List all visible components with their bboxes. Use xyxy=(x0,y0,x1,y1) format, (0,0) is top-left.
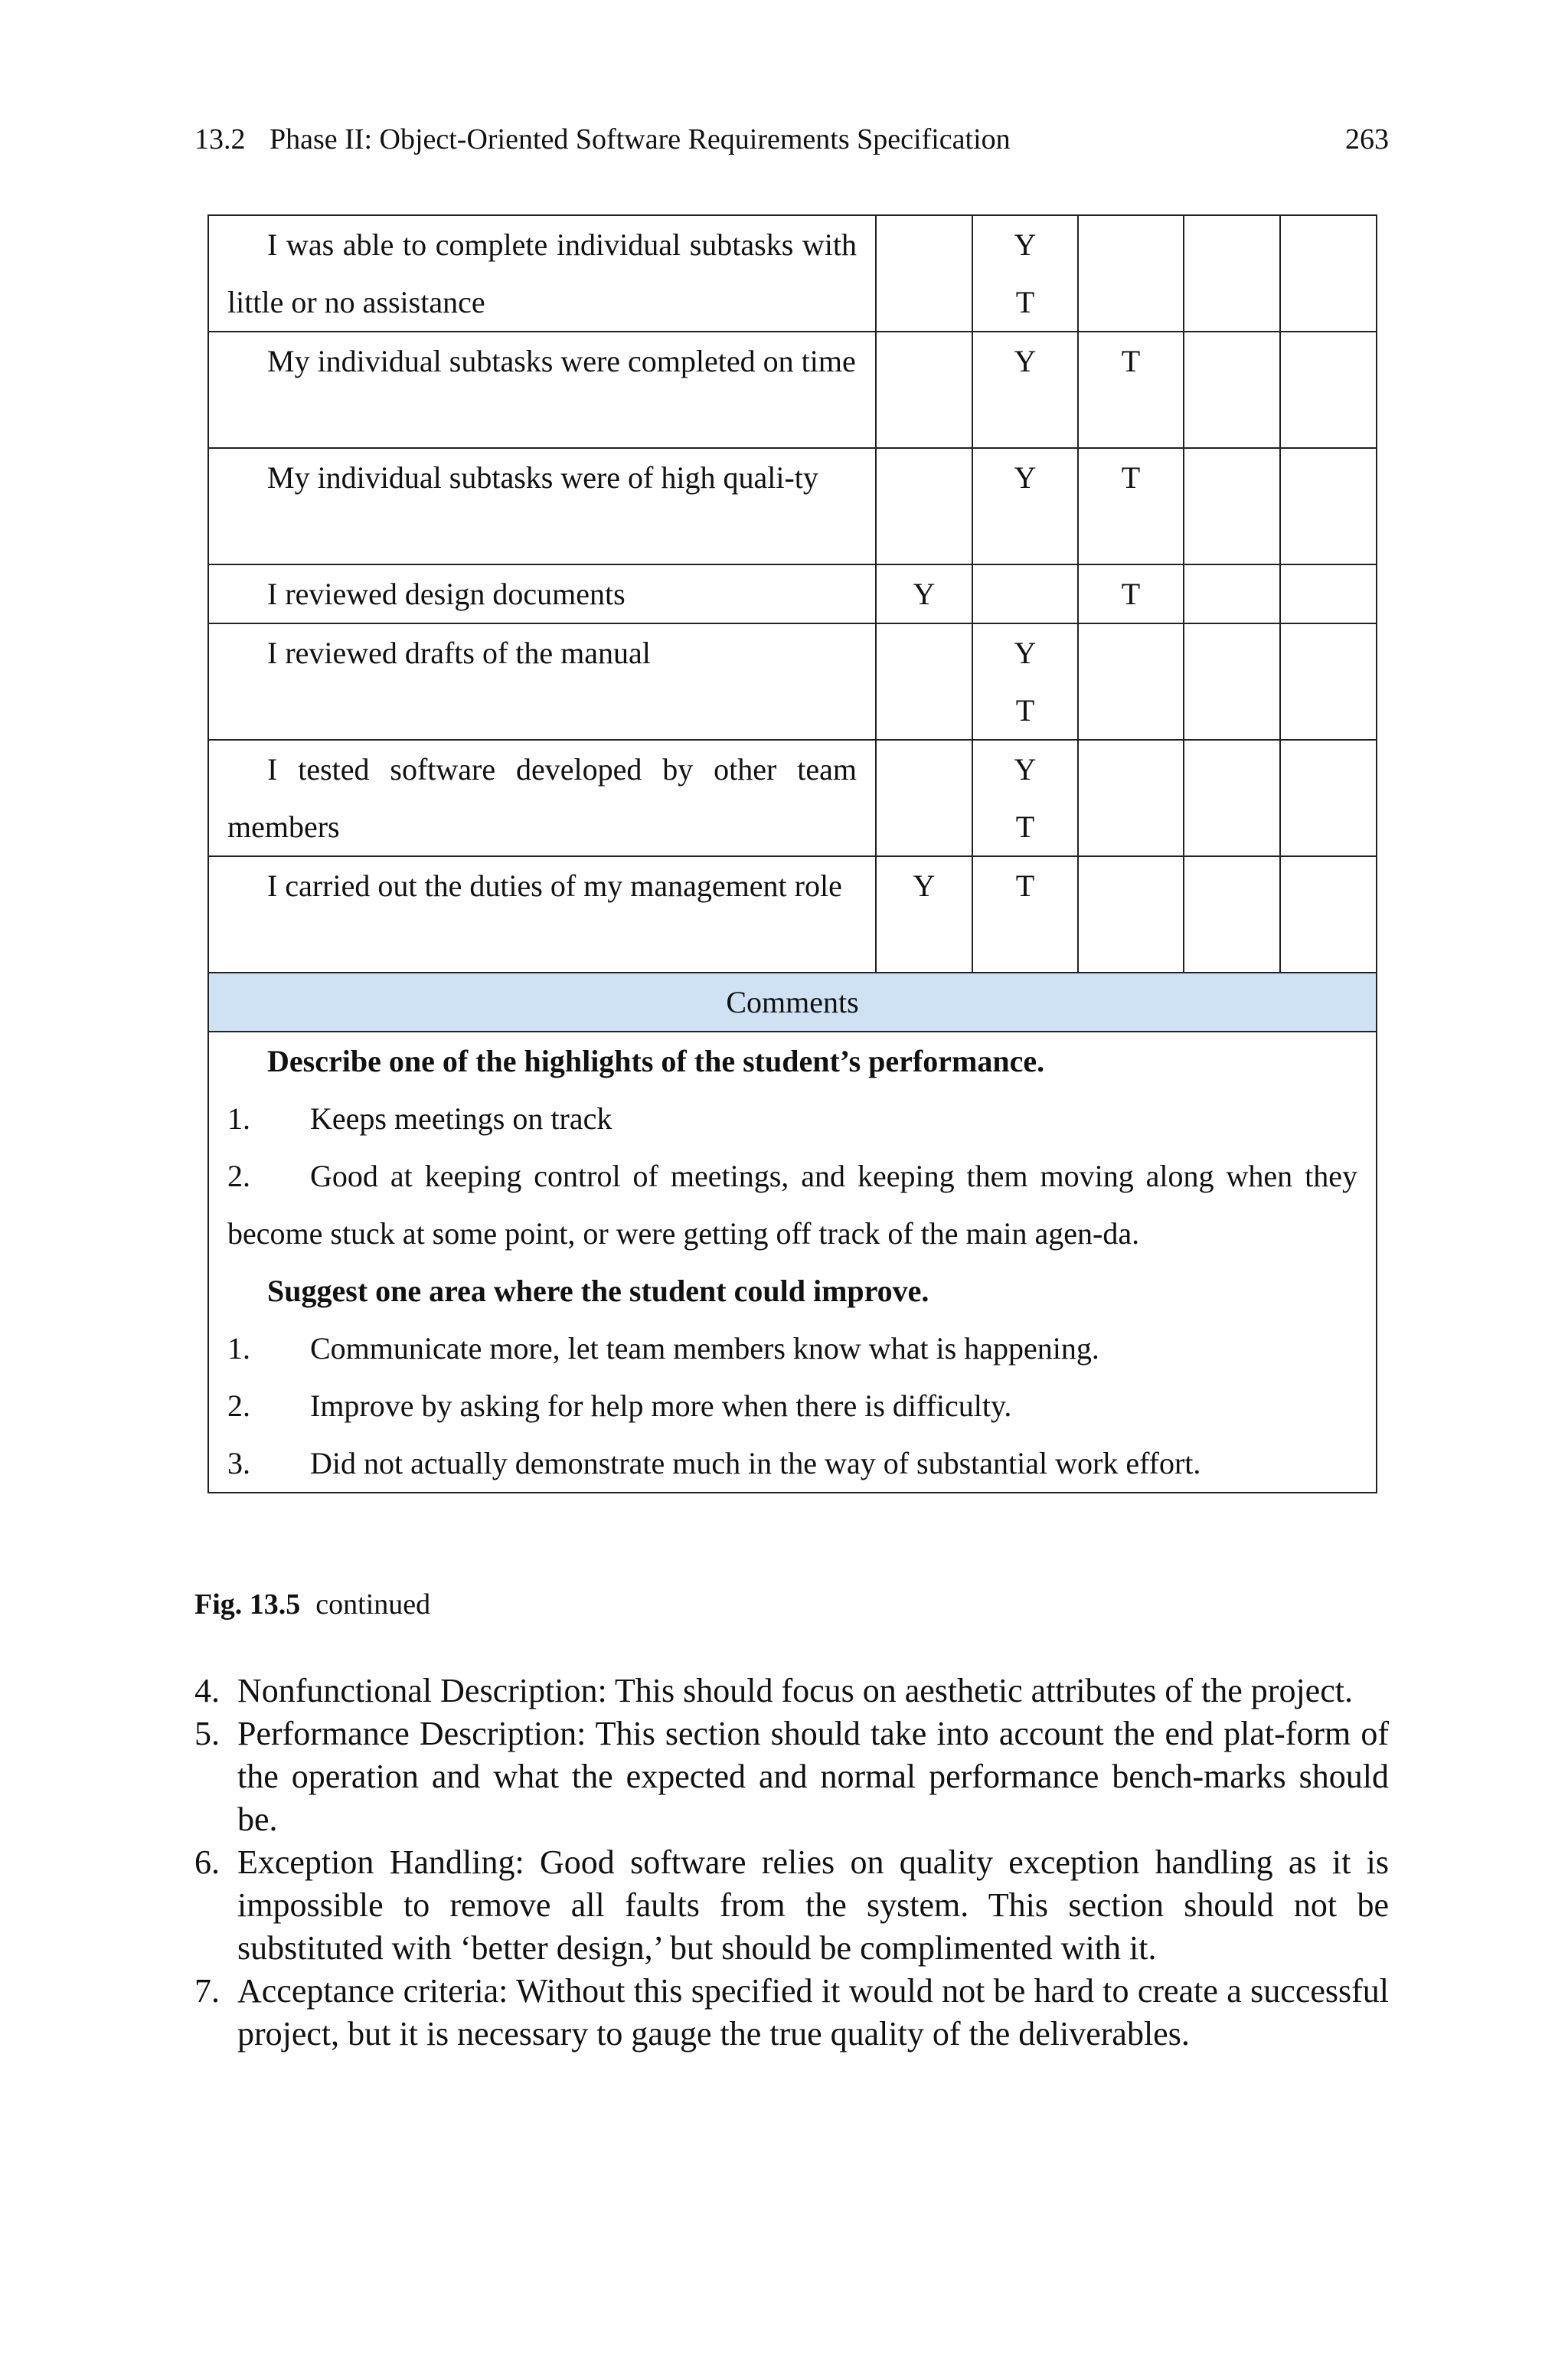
rating-mark: T xyxy=(1121,577,1141,611)
rating-cell xyxy=(1078,564,1184,623)
criterion-cell xyxy=(208,448,876,564)
figure-label: Fig. 13.5 xyxy=(194,1588,301,1621)
comments-header: Comments xyxy=(208,973,1377,1032)
rating-cell xyxy=(1280,332,1377,448)
section-list xyxy=(194,1670,1389,2056)
rating-mark xyxy=(1281,449,1376,506)
rating-mark: Y xyxy=(1014,752,1037,787)
criterion-text: I reviewed design documents xyxy=(267,577,626,611)
table-row xyxy=(208,332,1377,448)
list-item: 2. Improve by asking for help more when there is difficulty. xyxy=(227,1377,1357,1434)
criterion-text: I reviewed drafts of the manual xyxy=(267,636,651,670)
rating-cell xyxy=(876,448,972,564)
highlights-prompt: Describe one of the highlights of the student’s performance. xyxy=(267,1044,1045,1078)
rating-cell xyxy=(972,215,1078,332)
item-number: 6. xyxy=(194,1843,220,1881)
rating-mark xyxy=(877,216,972,273)
table-row xyxy=(208,448,1377,564)
rating-mark: T xyxy=(1015,868,1035,903)
rating-cell xyxy=(876,564,972,623)
evaluation-table xyxy=(207,214,1377,1493)
list-item: 2. Good at keeping control of meetings, and keeping them moving along when they become stuck at some point, or were getting off track of the main agen-da. xyxy=(227,1159,1357,1251)
rating-cell xyxy=(1184,215,1280,332)
rating-mark xyxy=(1281,857,1376,914)
rating-cell xyxy=(1184,564,1280,623)
rating-mark xyxy=(1079,798,1183,855)
rating-cell xyxy=(972,623,1078,740)
rating-mark: T xyxy=(1015,285,1035,319)
criterion-text: I was able to complete individual subtasks with little or no assistance xyxy=(227,227,857,319)
improve-prompt: Suggest one area where the student could improve. xyxy=(267,1274,929,1308)
criterion-text: I carried out the duties of my management role xyxy=(267,868,842,903)
rating-mark: Y xyxy=(913,577,936,611)
rating-mark xyxy=(877,449,972,506)
highlight-text: Keeps meetings on track xyxy=(310,1101,612,1136)
rating-cell xyxy=(876,623,972,740)
rating-cell xyxy=(1078,856,1184,973)
rating-cell xyxy=(876,215,972,332)
criterion-cell xyxy=(208,623,876,740)
rating-mark: T xyxy=(1121,344,1141,378)
rating-mark xyxy=(1184,624,1279,682)
rating-cell xyxy=(1184,740,1280,856)
rating-cell xyxy=(876,856,972,973)
page-number: 263 xyxy=(1345,123,1389,155)
rating-mark xyxy=(877,273,972,331)
rating-cell xyxy=(1078,215,1184,332)
rating-cell xyxy=(972,332,1078,448)
rating-mark: Y xyxy=(1014,344,1037,378)
rating-cell xyxy=(1078,448,1184,564)
rating-mark xyxy=(1184,741,1279,798)
rating-cell xyxy=(972,740,1078,856)
rating-mark xyxy=(1281,682,1376,739)
rating-mark xyxy=(1184,332,1279,390)
rating-mark xyxy=(1281,741,1376,798)
list-item xyxy=(194,1670,1389,1712)
running-header xyxy=(194,123,1389,156)
rating-cell xyxy=(972,856,1078,973)
criterion-cell xyxy=(208,215,876,332)
rating-mark xyxy=(1281,273,1376,331)
rating-mark xyxy=(1184,857,1279,914)
rating-cell xyxy=(1184,856,1280,973)
rating-mark xyxy=(877,741,972,798)
rating-mark xyxy=(1281,798,1376,855)
section-number: 13.2 xyxy=(194,123,246,155)
table-row xyxy=(208,623,1377,740)
rating-mark xyxy=(877,624,972,682)
rating-mark xyxy=(973,565,1077,623)
rating-mark xyxy=(877,798,972,855)
rating-mark xyxy=(1079,273,1183,331)
table-row xyxy=(208,740,1377,856)
table-row xyxy=(208,564,1377,623)
item-number: 5. xyxy=(194,1715,220,1752)
rating-mark xyxy=(1184,273,1279,331)
rating-mark: Y xyxy=(1014,460,1037,495)
item-text: Nonfunctional Description: This should focus on aesthetic attributes of the project. xyxy=(237,1672,1353,1709)
criterion-cell xyxy=(208,856,876,973)
rating-cell xyxy=(1078,623,1184,740)
criterion-text: My individual subtasks were completed on time xyxy=(267,344,856,378)
item-number: 7. xyxy=(194,1972,220,2010)
rating-cell xyxy=(1280,740,1377,856)
table-row xyxy=(208,856,1377,973)
rating-mark xyxy=(1184,798,1279,855)
caption-text: continued xyxy=(315,1588,431,1621)
criterion-text: I tested software developed by other team members xyxy=(227,752,857,844)
improvement-text: Did not actually demonstrate much in the way of substantial work effort. xyxy=(310,1446,1201,1480)
section-title: Phase II: Object-Oriented Software Requirements Specification xyxy=(270,123,1011,155)
rating-mark xyxy=(1079,624,1183,682)
list-item: 3. Did not actually demonstrate much in the way of substantial work effort. xyxy=(227,1434,1357,1492)
criterion-cell xyxy=(208,564,876,623)
rating-cell xyxy=(1078,332,1184,448)
rating-cell xyxy=(1280,856,1377,973)
rating-mark xyxy=(877,332,972,390)
rating-mark xyxy=(1184,449,1279,506)
rating-mark: T xyxy=(1121,460,1141,495)
rating-cell xyxy=(876,332,972,448)
rating-mark: T xyxy=(1015,810,1035,844)
list-item xyxy=(194,1841,1389,1970)
list-item: 1. Keeps meetings on track xyxy=(227,1090,1357,1147)
comments-body xyxy=(208,1032,1377,1493)
list-item: 1. Communicate more, let team members know what is happening. xyxy=(227,1320,1357,1377)
improvement-text: Communicate more, let team members know what is happening. xyxy=(310,1331,1099,1366)
criterion-cell xyxy=(208,332,876,448)
rating-cell xyxy=(1280,564,1377,623)
rating-mark xyxy=(1281,624,1376,682)
figure-caption xyxy=(194,1585,430,1624)
rating-mark: Y xyxy=(1014,636,1037,670)
rating-mark xyxy=(1079,741,1183,798)
rating-cell xyxy=(1280,448,1377,564)
rating-mark xyxy=(1281,565,1376,623)
list-item xyxy=(194,1712,1389,1841)
rating-cell xyxy=(1184,332,1280,448)
criterion-cell xyxy=(208,740,876,856)
criterion-text: My individual subtasks were of high quali-ty xyxy=(267,460,818,495)
rating-mark xyxy=(877,682,972,739)
highlight-text: Good at keeping control of meetings, and keeping them moving along when they become stuck at some point, or were getting off track of the main agen-da. xyxy=(227,1159,1357,1251)
item-number: 4. xyxy=(194,1672,220,1709)
rating-cell xyxy=(1280,623,1377,740)
rating-mark xyxy=(1079,682,1183,739)
rating-mark xyxy=(1184,216,1279,273)
rating-mark xyxy=(1079,857,1183,914)
rating-cell xyxy=(972,448,1078,564)
table-row xyxy=(208,215,1377,332)
rating-mark xyxy=(1184,682,1279,739)
rating-mark xyxy=(1079,216,1183,273)
rating-mark: Y xyxy=(1014,227,1037,262)
rating-cell xyxy=(1078,740,1184,856)
rating-mark xyxy=(1281,332,1376,390)
rating-mark xyxy=(1184,565,1279,623)
item-text: Exception Handling: Good software relies on quality exception handling as it is impossible to remove all faults from the system. This section should not be substituted with ‘better design,’ but should be complimented with it. xyxy=(237,1843,1389,1967)
rating-mark xyxy=(1281,216,1376,273)
rating-cell xyxy=(876,740,972,856)
item-text: Acceptance criteria: Without this specified it would not be hard to create a successful project, but it is necessary to gauge the true quality of the deliverables. xyxy=(237,1972,1389,2053)
rating-cell xyxy=(1184,623,1280,740)
list-item xyxy=(194,1970,1389,2056)
item-text: Performance Description: This section should take into account the end plat-form of the operation and what the expected and normal performance bench-marks should be. xyxy=(237,1715,1389,1838)
improvement-text: Improve by asking for help more when there is difficulty. xyxy=(310,1389,1012,1423)
rating-mark: Y xyxy=(913,868,936,903)
rating-cell xyxy=(972,564,1078,623)
rating-cell xyxy=(1184,448,1280,564)
rating-mark: T xyxy=(1015,693,1035,728)
rating-cell xyxy=(1280,215,1377,332)
